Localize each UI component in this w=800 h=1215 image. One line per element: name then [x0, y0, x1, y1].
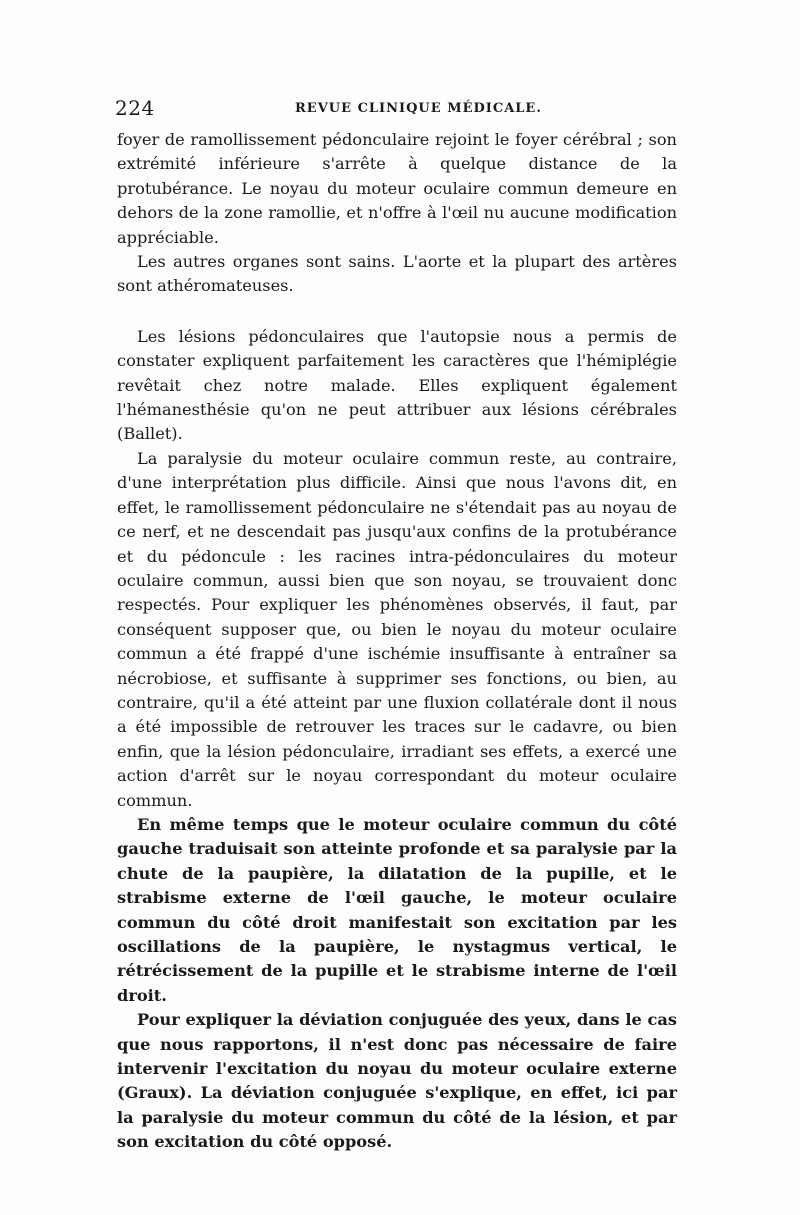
- paragraph-continuation: foyer de ramollissement pédonculaire rejoint le foyer cérébral ; son extrémité inférieure s'arrête à quelque distance de la protubérance. Le noyau du moteur oculaire commun demeure en dehors de la zone ramollie, et n'offre à l'œil nu aucune modification appréciable.: [117, 130, 677, 247]
- paragraph-organs: Les autres organes sont sains. L'aorte et la plupart des artères sont athéromateuses.: [117, 252, 677, 296]
- page-number: 224: [115, 96, 155, 120]
- paragraph-paralysis: La paralysie du moteur oculaire commun reste, au contraire, d'une interprétation plus difficile. Ainsi que nous l'avons dit, en effet, le ramollissement pédonculaire ne s'étendait pas au noyau de ce nerf, et ne descendait pas jusqu'aux confins de la protubérance et du pédoncule : les racines intra-pédonculaires du moteur oculaire commun, aussi bien que son noyau, se trouvaient donc respectés. Pour expliquer les phénomènes observés, il faut, par conséquent supposer que, ou bien le noyau du moteur oculaire commun a été frappé d'une ischémie insuffisante à entraîner sa nécrobiose, et suffisante à supprimer ses fonctions, ou bien, au contraire, qu'il a été atteint par une fluxion collatérale dont il nous a été impossible de retrouver les traces sur le cadavre, ou bien enfin, que la lésion pédonculaire, irradiant ses effets, a exercé une action d'arrêt sur le noyau correspondant du moteur oculaire commun.: [117, 448, 677, 810]
- running-title: REVUE CLINIQUE MÉDICALE.: [295, 101, 542, 116]
- paragraph-oculomotor: En même temps que le moteur oculaire commun du côté gauche traduisait son atteinte profonde et sa paralysie par la chute de la paupière, la dilatation de la pupille, et le strabisme externe de l'œil gauche, le moteur oculaire commun du côté droit manifestait son excitation par les oscillations de la paupière, le nystagmus vertical, le rétrécissement de la pupille et le strabisme interne de l'œil droit.: [117, 814, 677, 1005]
- paragraph-deviation: Pour expliquer la déviation conjuguée des yeux, dans le cas que nous rapportons, il n'est donc pas nécessaire de faire intervenir l'excitation du noyau du moteur oculaire externe (Graux). La déviation conjuguée s'explique, en effet, ici par la paralysie du moteur commun du côté de la lésion, et par son excitation du côté opposé.: [117, 1010, 677, 1152]
- page-header: [115, 96, 675, 122]
- body-text: [117, 128, 677, 1155]
- paragraph-lesions: Les lésions pédonculaires que l'autopsie nous a permis de constater expliquent parfaitement les caractères que l'hémiplégie revêtait chez notre malade. Elles expliquent également l'hémanesthésie qu'on ne peut attribuer aux lésions cérébrales (Ballet).: [117, 326, 677, 444]
